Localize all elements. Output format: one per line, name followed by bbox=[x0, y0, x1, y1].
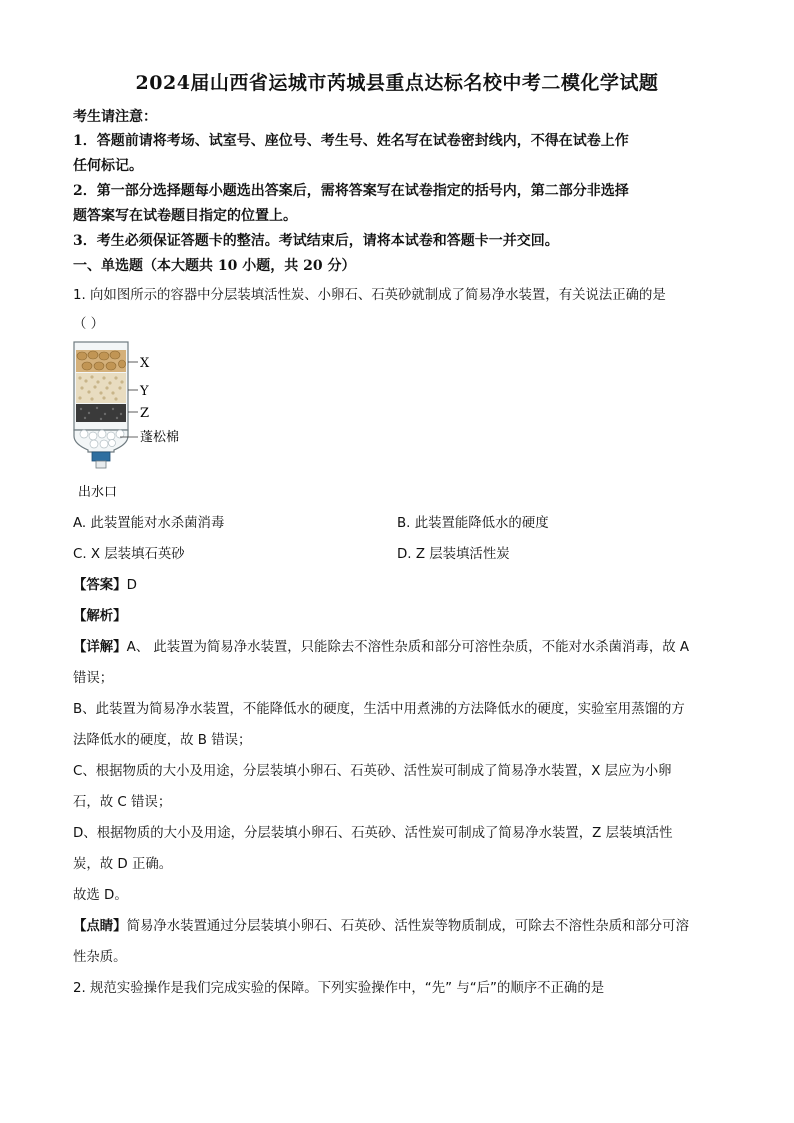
section-heading: 一、单选题（本大题共 10 小题，共 20 分） bbox=[73, 258, 356, 274]
notice-line-4: 题答案写在试卷题目指定的位置上。 bbox=[73, 208, 297, 224]
detail-line-9: 故选 D。 bbox=[73, 888, 128, 903]
detail-line-8: 炭，故 D 正确。 bbox=[73, 857, 173, 872]
notice-line-3: 2．第一部分选择题每小题选出答案后，需将答案写在试卷指定的括号内，第二部分非选择 bbox=[73, 183, 629, 199]
label-y: Y bbox=[140, 384, 149, 399]
detail-line-3: B、此装置为简易净水装置，不能降低水的硬度，生活中用煮沸的方法降低水的硬度，实验室用蒸馏的方 bbox=[73, 702, 685, 717]
analysis-tag: 【解析】 bbox=[73, 609, 127, 624]
label-x: X bbox=[140, 356, 150, 371]
q1-stem: 1. 向如图所示的容器中分层装填活性炭、小卵石、石英砂就制成了简易净水装置，有关说法正确的是 bbox=[73, 288, 666, 303]
q2-stem: 2. 规范实验操作是我们完成实验的保障。下列实验操作中，“先” 与“后”的顺序不正确的是 bbox=[73, 981, 605, 996]
detail-tag: 【详解】 bbox=[73, 640, 127, 655]
comment-line-1 bbox=[73, 915, 733, 934]
detail-line-2: 错误； bbox=[73, 671, 114, 686]
option-a: A. 此装置能对水杀菌消毒 bbox=[73, 516, 225, 531]
outlet-nozzle bbox=[96, 461, 106, 468]
detail-text-1: A、 此装置为简易净水装置，只能除去不溶性杂质和部分可溶性杂质，不能对水杀菌消毒，故 A bbox=[126, 640, 690, 655]
comment-text-1: 简易净水装置通过分层装填小卵石、石英砂、活性炭等物质制成，可除去不溶性杂质和部分可溶 bbox=[126, 919, 689, 934]
detail-line-6: 石，故 C 错误； bbox=[73, 795, 172, 810]
label-z: Z bbox=[140, 406, 150, 421]
label-outlet: 出水口 bbox=[78, 485, 118, 500]
option-d: D. Z 层装填活性炭 bbox=[397, 547, 510, 562]
outlet-cap bbox=[92, 452, 110, 461]
option-c: C. X 层装填石英砂 bbox=[73, 547, 185, 562]
comment-tag: 【点睛】 bbox=[73, 919, 127, 934]
notice-heading: 考生请注意： bbox=[73, 109, 157, 125]
label-cotton: 蓬松棉 bbox=[140, 430, 180, 445]
water-filter-figure bbox=[70, 340, 200, 500]
notice-line-1: 1．答题前请将考场、试室号、座位号、考生号、姓名写在试卷密封线内，不得在试卷上作 bbox=[73, 133, 629, 149]
notice-line-5: 3．考生必须保证答题卡的整洁。考试结束后，请将本试卷和答题卡一并交回。 bbox=[73, 233, 559, 249]
detail-line-7: D、根据物质的大小及用途，分层装填小卵石、石英砂、活性炭可制成了简易净水装置，Z 层装填活性 bbox=[73, 826, 673, 841]
q1-stem-bracket: （ ） bbox=[73, 317, 105, 332]
detail-line-4: 法降低水的硬度，故 B 错误； bbox=[73, 733, 252, 748]
detail-line-5: C、根据物质的大小及用途，分层装填小卵石、石英砂、活性炭可制成了简易净水装置，X 层应为小卵 bbox=[73, 764, 672, 779]
answer-tag: 【答案】 bbox=[73, 578, 127, 593]
option-b: B. 此装置能降低水的硬度 bbox=[397, 516, 549, 531]
answer-line bbox=[73, 574, 733, 593]
detail-line-1 bbox=[73, 636, 733, 655]
notice-line-2: 任何标记。 bbox=[73, 158, 143, 174]
answer-value: D bbox=[126, 578, 137, 593]
comment-line-2: 性杂质。 bbox=[73, 950, 127, 965]
exam-title: 2024届山西省运城市芮城县重点达标名校中考二模化学试题 bbox=[135, 72, 659, 94]
